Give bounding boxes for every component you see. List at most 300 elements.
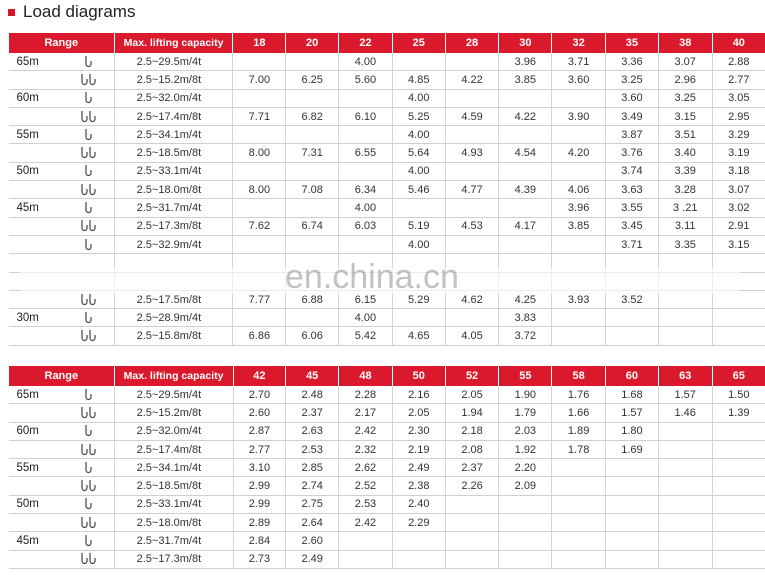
- load-value-cell: [339, 235, 393, 253]
- load-value-cell: 1.76: [552, 386, 606, 404]
- load-value-cell: 7.31: [286, 144, 339, 162]
- load-value-cell: [445, 495, 499, 513]
- single-hook-icon: [62, 235, 114, 253]
- load-value-cell: [339, 550, 393, 568]
- load-value-cell: 3.25: [606, 71, 659, 89]
- load-value-cell: 3.85: [552, 217, 606, 235]
- load-value-cell: 5.46: [392, 181, 445, 199]
- load-value-cell: 3.29: [712, 126, 765, 144]
- load-value-cell: [552, 327, 606, 345]
- load-value-cell: 2.19: [392, 440, 445, 458]
- range-cell: [9, 550, 63, 568]
- double-hook-icon: [62, 514, 114, 532]
- load-value-cell: [658, 514, 712, 532]
- load-value-cell: [712, 532, 765, 550]
- capacity-cell: 2.5~29.5m/4t: [114, 386, 233, 404]
- capacity-cell: 2.5~34.1m/4t: [114, 126, 233, 144]
- load-value-cell: [552, 459, 606, 477]
- load-value-cell: [552, 126, 606, 144]
- load-value-cell: 7.08: [286, 181, 339, 199]
- table-row: [9, 386, 765, 404]
- load-value-cell: 2.53: [339, 495, 393, 513]
- load-value-cell: 2.17: [339, 404, 393, 422]
- load-value-cell: 3.15: [658, 107, 712, 125]
- table-row: [9, 217, 765, 235]
- load-value-cell: 1.94: [445, 404, 499, 422]
- header-radius: 58: [552, 366, 606, 386]
- load-value-cell: [339, 89, 393, 107]
- load-value-cell: [499, 89, 552, 107]
- header-radius: 22: [339, 33, 393, 53]
- single-hook-icon: [62, 422, 114, 440]
- load-value-cell: 3.45: [606, 217, 659, 235]
- capacity-cell: 2.5~18.0m/8t: [114, 181, 233, 199]
- load-value-cell: 2.20: [499, 459, 552, 477]
- capacity-cell: 2.5~15.2m/8t: [114, 71, 233, 89]
- load-value-cell: 3.90: [552, 107, 606, 125]
- load-value-cell: [712, 422, 765, 440]
- load-value-cell: 3.18: [712, 162, 765, 180]
- load-value-cell: [392, 199, 445, 217]
- load-value-cell: 8.00: [233, 144, 286, 162]
- load-value-cell: [233, 89, 286, 107]
- load-value-cell: 3.83: [499, 309, 552, 327]
- load-value-cell: 2.53: [286, 440, 339, 458]
- header-radius: 38: [658, 33, 712, 53]
- load-value-cell: 4.20: [552, 144, 606, 162]
- header-max-lifting-capacity: Max. lifting capacity: [114, 33, 233, 53]
- load-value-cell: [658, 422, 712, 440]
- load-value-cell: 2.29: [392, 514, 445, 532]
- capacity-cell: 2.5~28.9m/4t: [114, 309, 233, 327]
- load-value-cell: 3.19: [712, 144, 765, 162]
- table-row: [9, 477, 765, 495]
- load-value-cell: [658, 477, 712, 495]
- capacity-cell: 2.5~17.5m/8t: [114, 290, 233, 308]
- load-value-cell: 4.00: [392, 89, 445, 107]
- range-cell: [9, 440, 63, 458]
- load-value-cell: 2.60: [286, 532, 339, 550]
- load-value-cell: [286, 53, 339, 71]
- double-hook-icon: [62, 477, 114, 495]
- capacity-cell: 2.5~34.1m/4t: [114, 459, 233, 477]
- single-hook-icon: [62, 126, 114, 144]
- load-value-cell: [552, 235, 606, 253]
- range-cell: [9, 71, 63, 89]
- load-value-cell: [445, 532, 499, 550]
- capacity-cell: 2.5~32.9m/4t: [114, 235, 233, 253]
- load-value-cell: 3.49: [606, 107, 659, 125]
- table-row: [9, 162, 765, 180]
- load-value-cell: [499, 199, 552, 217]
- load-value-cell: 2.88: [712, 53, 765, 71]
- load-value-cell: [712, 459, 765, 477]
- single-hook-icon: [62, 89, 114, 107]
- load-value-cell: 3.71: [552, 53, 606, 71]
- load-value-cell: [712, 550, 765, 568]
- load-value-cell: [233, 126, 286, 144]
- load-value-cell: 3.76: [606, 144, 659, 162]
- load-value-cell: 6.86: [233, 327, 286, 345]
- table-row: [9, 89, 765, 107]
- load-value-cell: [233, 199, 286, 217]
- load-value-cell: 6.34: [339, 181, 393, 199]
- load-value-cell: 2.75: [286, 495, 339, 513]
- header-radius: 30: [499, 33, 552, 53]
- load-value-cell: [552, 514, 606, 532]
- load-value-cell: [499, 514, 552, 532]
- load-value-cell: 6.15: [339, 290, 393, 308]
- load-value-cell: 2.42: [339, 422, 393, 440]
- single-hook-icon: [62, 162, 114, 180]
- load-value-cell: [606, 459, 659, 477]
- load-value-cell: 4.59: [445, 107, 499, 125]
- load-value-cell: [712, 309, 765, 327]
- capacity-cell: 2.5~18.5m/8t: [114, 477, 233, 495]
- table-row: [9, 327, 765, 345]
- load-value-cell: 2.62: [339, 459, 393, 477]
- load-value-cell: [445, 514, 499, 532]
- load-value-cell: [445, 89, 499, 107]
- capacity-cell: 2.5~17.4m/8t: [114, 440, 233, 458]
- table-row: [9, 440, 765, 458]
- header-radius: 28: [445, 33, 499, 53]
- range-cell: [9, 404, 63, 422]
- load-table-lower: [8, 366, 765, 569]
- load-value-cell: [445, 309, 499, 327]
- load-value-cell: [712, 514, 765, 532]
- load-value-cell: [552, 309, 606, 327]
- table-row: [9, 532, 765, 550]
- load-value-cell: 1.66: [552, 404, 606, 422]
- load-value-cell: 1.92: [499, 440, 552, 458]
- load-value-cell: 4.77: [445, 181, 499, 199]
- range-cell: 45m: [9, 532, 63, 550]
- range-cell: [9, 107, 63, 125]
- load-value-cell: 2.32: [339, 440, 393, 458]
- load-value-cell: 4.53: [445, 217, 499, 235]
- single-hook-icon: [62, 199, 114, 217]
- load-value-cell: 3.60: [606, 89, 659, 107]
- load-value-cell: 4.06: [552, 181, 606, 199]
- load-value-cell: 2.42: [339, 514, 393, 532]
- load-value-cell: [658, 550, 712, 568]
- load-value-cell: 1.46: [658, 404, 712, 422]
- header-radius: 50: [392, 366, 445, 386]
- load-value-cell: 1.39: [712, 404, 765, 422]
- table-header-row: [9, 366, 765, 386]
- load-value-cell: [233, 162, 286, 180]
- load-value-cell: 2.70: [233, 386, 286, 404]
- capacity-cell: 2.5~15.8m/8t: [114, 327, 233, 345]
- load-value-cell: [552, 532, 606, 550]
- load-value-cell: [552, 495, 606, 513]
- load-value-cell: 2.05: [445, 386, 499, 404]
- range-cell: 65m: [9, 53, 63, 71]
- load-value-cell: 2.26: [445, 477, 499, 495]
- load-value-cell: 4.93: [445, 144, 499, 162]
- watermark: en.china.cn: [285, 258, 459, 296]
- header-range: Range: [9, 33, 115, 53]
- load-value-cell: [658, 327, 712, 345]
- load-value-cell: 1.69: [606, 440, 659, 458]
- load-value-cell: 3.25: [658, 89, 712, 107]
- load-value-cell: [286, 199, 339, 217]
- load-value-cell: 5.42: [339, 327, 393, 345]
- header-radius: 65: [712, 366, 765, 386]
- load-value-cell: 3.51: [658, 126, 712, 144]
- range-cell: 65m: [9, 386, 63, 404]
- load-value-cell: [499, 550, 552, 568]
- load-value-cell: [499, 162, 552, 180]
- load-value-cell: 2.28: [339, 386, 393, 404]
- load-value-cell: 6.06: [286, 327, 339, 345]
- load-value-cell: 4.00: [339, 53, 393, 71]
- load-value-cell: [606, 495, 659, 513]
- load-value-cell: 4.65: [392, 327, 445, 345]
- load-value-cell: [606, 514, 659, 532]
- load-value-cell: [339, 162, 393, 180]
- single-hook-icon: [62, 459, 114, 477]
- capacity-cell: 2.5~15.2m/8t: [114, 404, 233, 422]
- range-cell: 60m: [9, 89, 63, 107]
- load-value-cell: [286, 126, 339, 144]
- load-value-cell: [286, 309, 339, 327]
- load-value-cell: 3 .21: [658, 199, 712, 217]
- header-radius: 18: [233, 33, 286, 53]
- header-radius: 40: [712, 33, 765, 53]
- load-value-cell: [445, 162, 499, 180]
- load-value-cell: 2.48: [286, 386, 339, 404]
- load-value-cell: 2.77: [712, 71, 765, 89]
- load-value-cell: 2.38: [392, 477, 445, 495]
- single-hook-icon: [62, 53, 114, 71]
- bullet-square-icon: [8, 9, 15, 16]
- load-value-cell: 2.63: [286, 422, 339, 440]
- capacity-cell: 2.5~18.0m/8t: [114, 514, 233, 532]
- range-cell: 55m: [9, 459, 63, 477]
- load-value-cell: 1.79: [499, 404, 552, 422]
- load-value-cell: 2.77: [233, 440, 286, 458]
- load-value-cell: [445, 199, 499, 217]
- load-value-cell: 4.00: [339, 199, 393, 217]
- header-radius: 60: [606, 366, 659, 386]
- load-value-cell: 1.89: [552, 422, 606, 440]
- load-value-cell: 3.28: [658, 181, 712, 199]
- load-value-cell: 2.73: [233, 550, 286, 568]
- double-hook-icon: [62, 550, 114, 568]
- load-table-upper: [8, 33, 765, 346]
- header-radius: 55: [499, 366, 552, 386]
- range-cell: [9, 144, 63, 162]
- range-cell: [9, 181, 63, 199]
- header-radius: 45: [286, 366, 339, 386]
- load-value-cell: 3.40: [658, 144, 712, 162]
- load-value-cell: [606, 477, 659, 495]
- load-value-cell: 2.60: [233, 404, 286, 422]
- load-value-cell: [392, 309, 445, 327]
- load-value-cell: 4.85: [392, 71, 445, 89]
- load-value-cell: 2.37: [445, 459, 499, 477]
- table-row: [9, 550, 765, 568]
- load-value-cell: 3.74: [606, 162, 659, 180]
- table-row: [9, 181, 765, 199]
- load-value-cell: [445, 53, 499, 71]
- load-value-cell: 4.00: [392, 162, 445, 180]
- load-value-cell: [499, 532, 552, 550]
- header-radius: 25: [392, 33, 445, 53]
- header-radius: 63: [658, 366, 712, 386]
- load-value-cell: 3.71: [606, 235, 659, 253]
- table-row: [9, 422, 765, 440]
- table-row: [9, 309, 765, 327]
- load-value-cell: [658, 440, 712, 458]
- double-hook-icon: [62, 404, 114, 422]
- load-value-cell: [658, 309, 712, 327]
- load-value-cell: [606, 532, 659, 550]
- range-cell: 30m: [9, 309, 63, 327]
- load-value-cell: 2.18: [445, 422, 499, 440]
- capacity-cell: 2.5~17.4m/8t: [114, 107, 233, 125]
- load-value-cell: [712, 440, 765, 458]
- load-value-cell: 3.52: [606, 290, 659, 308]
- capacity-cell: 2.5~31.7m/4t: [114, 532, 233, 550]
- load-value-cell: 6.25: [286, 71, 339, 89]
- single-hook-icon: [62, 386, 114, 404]
- load-value-cell: 8.00: [233, 181, 286, 199]
- load-value-cell: 3.35: [658, 235, 712, 253]
- load-value-cell: 4.00: [392, 126, 445, 144]
- load-value-cell: 4.62: [445, 290, 499, 308]
- load-value-cell: 2.52: [339, 477, 393, 495]
- load-value-cell: 3.93: [552, 290, 606, 308]
- load-value-cell: 2.89: [233, 514, 286, 532]
- load-value-cell: 4.00: [339, 309, 393, 327]
- load-value-cell: 5.19: [392, 217, 445, 235]
- capacity-cell: 2.5~31.7m/4t: [114, 199, 233, 217]
- load-value-cell: [658, 459, 712, 477]
- load-value-cell: [606, 550, 659, 568]
- load-value-cell: 3.87: [606, 126, 659, 144]
- load-value-cell: 6.03: [339, 217, 393, 235]
- load-value-cell: [233, 53, 286, 71]
- single-hook-icon: [62, 495, 114, 513]
- load-value-cell: 3.55: [606, 199, 659, 217]
- header-radius: 48: [339, 366, 393, 386]
- range-cell: 50m: [9, 495, 63, 513]
- load-value-cell: [712, 477, 765, 495]
- table-row: [9, 126, 765, 144]
- load-value-cell: 5.60: [339, 71, 393, 89]
- table-row: [9, 235, 765, 253]
- load-value-cell: 6.88: [286, 290, 339, 308]
- load-value-cell: 2.30: [392, 422, 445, 440]
- load-value-cell: 5.64: [392, 144, 445, 162]
- load-value-cell: [286, 235, 339, 253]
- load-value-cell: [712, 327, 765, 345]
- load-value-cell: 6.82: [286, 107, 339, 125]
- load-value-cell: 2.91: [712, 217, 765, 235]
- load-value-cell: [233, 309, 286, 327]
- load-value-cell: 7.77: [233, 290, 286, 308]
- load-value-cell: 1.57: [606, 404, 659, 422]
- load-value-cell: 3.85: [499, 71, 552, 89]
- load-value-cell: 4.17: [499, 217, 552, 235]
- load-value-cell: 4.05: [445, 327, 499, 345]
- double-hook-icon: [62, 217, 114, 235]
- load-value-cell: [445, 550, 499, 568]
- range-cell: 60m: [9, 422, 63, 440]
- load-value-cell: [552, 162, 606, 180]
- section-heading: [8, 0, 135, 24]
- header-range: Range: [9, 366, 115, 386]
- load-value-cell: [445, 126, 499, 144]
- capacity-cell: 2.5~32.0m/4t: [114, 89, 233, 107]
- table-row: [9, 404, 765, 422]
- range-cell: [9, 217, 63, 235]
- range-cell: 50m: [9, 162, 63, 180]
- load-value-cell: 1.90: [499, 386, 552, 404]
- single-hook-icon: [62, 309, 114, 327]
- header-radius: 35: [606, 33, 659, 53]
- capacity-cell: 2.5~17.3m/8t: [114, 550, 233, 568]
- load-value-cell: [286, 162, 339, 180]
- load-value-cell: 3.60: [552, 71, 606, 89]
- load-value-cell: 3.11: [658, 217, 712, 235]
- load-value-cell: 2.49: [392, 459, 445, 477]
- capacity-cell: 2.5~33.1m/4t: [114, 495, 233, 513]
- load-value-cell: 7.00: [233, 71, 286, 89]
- capacity-cell: 2.5~32.0m/4t: [114, 422, 233, 440]
- header-radius: 32: [552, 33, 606, 53]
- load-value-cell: 3.15: [712, 235, 765, 253]
- load-value-cell: 2.85: [286, 459, 339, 477]
- header-radius: 42: [233, 366, 286, 386]
- load-value-cell: [499, 495, 552, 513]
- load-value-cell: 2.08: [445, 440, 499, 458]
- double-hook-icon: [62, 327, 114, 345]
- table-row: [9, 199, 765, 217]
- range-cell: [9, 514, 63, 532]
- double-hook-icon: [62, 107, 114, 125]
- load-value-cell: 2.16: [392, 386, 445, 404]
- load-value-cell: 5.29: [392, 290, 445, 308]
- double-hook-icon: [62, 181, 114, 199]
- load-value-cell: 6.55: [339, 144, 393, 162]
- load-value-cell: 6.74: [286, 217, 339, 235]
- load-value-cell: 3.07: [658, 53, 712, 71]
- load-value-cell: [339, 532, 393, 550]
- load-value-cell: [445, 235, 499, 253]
- load-value-cell: [606, 309, 659, 327]
- load-value-cell: 3.02: [712, 199, 765, 217]
- load-value-cell: 2.09: [499, 477, 552, 495]
- load-value-cell: [392, 550, 445, 568]
- load-value-cell: 2.03: [499, 422, 552, 440]
- load-value-cell: 3.96: [499, 53, 552, 71]
- load-value-cell: 3.36: [606, 53, 659, 71]
- page-title: Load diagrams: [23, 2, 136, 21]
- load-value-cell: 3.39: [658, 162, 712, 180]
- load-value-cell: 2.64: [286, 514, 339, 532]
- load-value-cell: 2.05: [392, 404, 445, 422]
- range-cell: [9, 477, 63, 495]
- load-value-cell: 2.95: [712, 107, 765, 125]
- table-row: [9, 514, 765, 532]
- load-value-cell: 2.84: [233, 532, 286, 550]
- load-value-cell: 3.63: [606, 181, 659, 199]
- load-value-cell: 2.74: [286, 477, 339, 495]
